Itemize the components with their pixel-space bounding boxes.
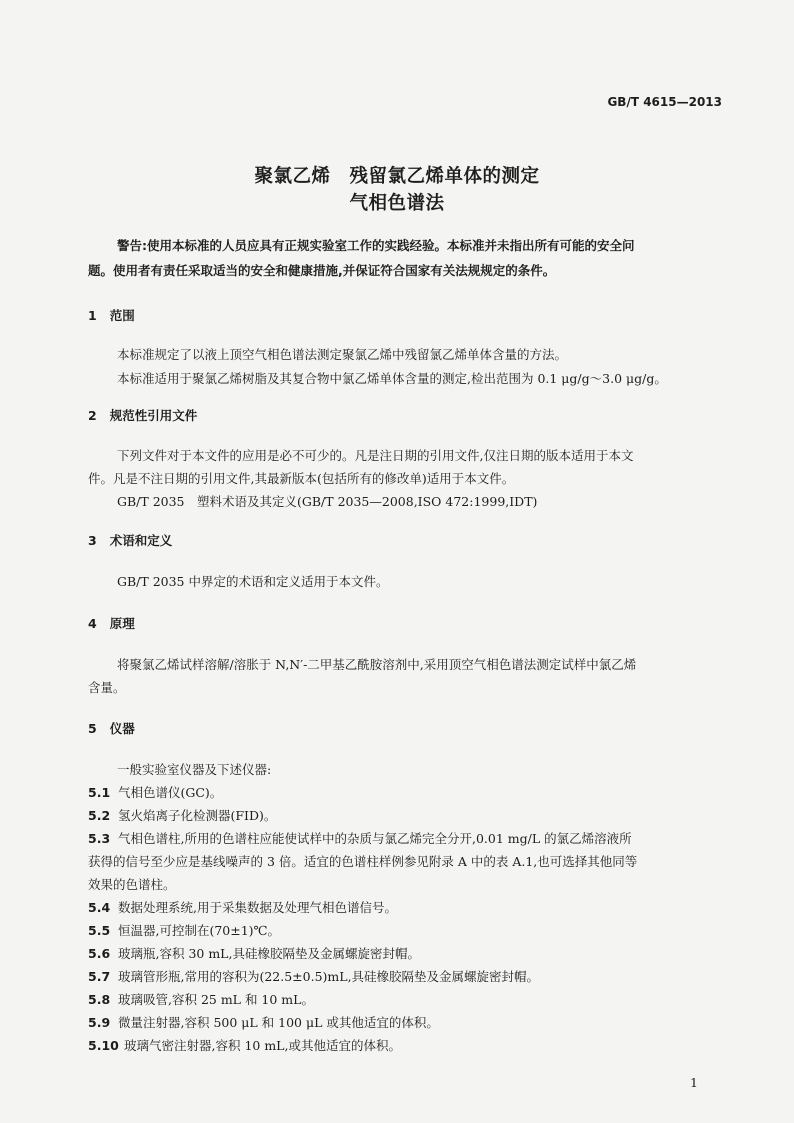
item-number: 5.7	[88, 969, 111, 984]
item-text: 气相色谱柱,所用的色谱柱应能使试样中的杂质与氯乙烯完全分开,0.01 mg/L 的氯乙烯溶液所	[118, 831, 632, 846]
paragraph-line: 一般实验室仪器及下述仪器:	[117, 762, 272, 777]
instrument-item	[88, 967, 539, 985]
warning-line: 警告:使用本标准的人员应具有正规实验室工作的实践经验。本标准并未指出所有可能的安全问	[117, 238, 635, 253]
item-number: 5.5	[88, 923, 111, 938]
document-title: 聚氯乙烯 残留氯乙烯单体的测定	[254, 166, 540, 187]
item-continuation: 获得的信号至少应是基线噪声的 3 倍。适宜的色谱柱样例参见附录 A 中的表 A.1,也可选择其他同等	[88, 854, 638, 869]
item-number: 5.3	[88, 831, 111, 846]
item-number: 5.9	[88, 1015, 111, 1030]
item-number: 5.6	[88, 946, 111, 961]
document-subtitle: 气相色谱法	[349, 193, 445, 214]
item-text: 数据处理系统,用于采集数据及处理气相色谱信号。	[118, 900, 397, 915]
page-number: 1	[690, 1075, 698, 1090]
item-number: 5.1	[88, 785, 111, 800]
instrument-item	[88, 1036, 401, 1054]
section-title: 规范性引用文件	[109, 408, 198, 423]
standard-number: GB/T 4615—2013	[607, 95, 722, 109]
item-text: 恒温器,可控制在(70±1)℃。	[118, 923, 281, 938]
section-number: 5	[88, 721, 97, 736]
item-text: 氢火焰离子化检测器(FID)。	[118, 808, 277, 823]
section-title: 术语和定义	[109, 533, 173, 548]
section-title: 仪器	[109, 721, 135, 736]
instrument-item	[88, 944, 420, 962]
section-number: 4	[88, 616, 97, 631]
item-text: 玻璃管形瓶,常用的容积为(22.5±0.5)mL,具硅橡胶隔垫及金属螺旋密封帽。	[118, 969, 540, 984]
item-text: 玻璃吸管,容积 25 mL 和 10 mL。	[118, 992, 314, 1007]
paragraph-line: 含量。	[88, 680, 126, 695]
section-heading	[88, 406, 197, 424]
warning-line: 题。使用者有责任采取适当的安全和健康措施,并保证符合国家有关法规规定的条件。	[88, 263, 556, 278]
item-text: 玻璃气密注射器,容积 10 mL,或其他适宜的体积。	[124, 1038, 401, 1053]
item-text: 玻璃瓶,容积 30 mL,具硅橡胶隔垫及金属螺旋密封帽。	[118, 946, 420, 961]
section-heading	[88, 531, 172, 549]
section-title: 原理	[109, 616, 135, 631]
paragraph-line: GB/T 2035 中界定的术语和定义适用于本文件。	[117, 574, 389, 589]
section-title: 范围	[109, 308, 135, 323]
paragraph-line: 本标准适用于聚氯乙烯树脂及其复合物中氯乙烯单体含量的测定,检出范围为 0.1 μg/g～3.0 μg/g。	[117, 371, 667, 386]
paragraph-line: 下列文件对于本文件的应用是必不可少的。凡是注日期的引用文件,仅注日期的版本适用于本文	[117, 448, 634, 463]
instrument-item	[88, 783, 222, 801]
item-text: 微量注射器,容积 500 μL 和 100 μL 或其他适宜的体积。	[118, 1015, 439, 1030]
item-text: 气相色谱仪(GC)。	[118, 785, 223, 800]
paragraph-line: 将聚氯乙烯试样溶解/溶胀于 N,N′-二甲基乙酰胺溶剂中,采用顶空气相色谱法测定试样中氯乙烯	[117, 657, 637, 672]
item-number: 5.8	[88, 992, 111, 1007]
paragraph-line: 本标准规定了以液上顶空气相色谱法测定聚氯乙烯中残留氯乙烯单体含量的方法。	[117, 347, 568, 362]
paragraph-line: 件。凡是不注日期的引用文件,其最新版本(包括所有的修改单)适用于本文件。	[88, 471, 515, 486]
section-number: 2	[88, 408, 97, 423]
section-heading	[88, 306, 135, 324]
instrument-item	[88, 829, 632, 847]
instrument-item	[88, 1013, 439, 1031]
instrument-item	[88, 921, 280, 939]
instrument-item	[88, 806, 276, 824]
item-number: 5.2	[88, 808, 111, 823]
item-number: 5.4	[88, 900, 111, 915]
section-number: 1	[88, 308, 97, 323]
item-continuation: 效果的色谱柱。	[88, 877, 176, 892]
reference-line: GB/T 2035 塑料术语及其定义(GB/T 2035—2008,ISO 472:1999,IDT)	[117, 494, 538, 509]
section-heading	[88, 719, 135, 737]
section-number: 3	[88, 533, 97, 548]
instrument-item	[88, 898, 397, 916]
instrument-item	[88, 990, 314, 1008]
section-heading	[88, 614, 135, 632]
item-number: 5.10	[88, 1038, 119, 1053]
